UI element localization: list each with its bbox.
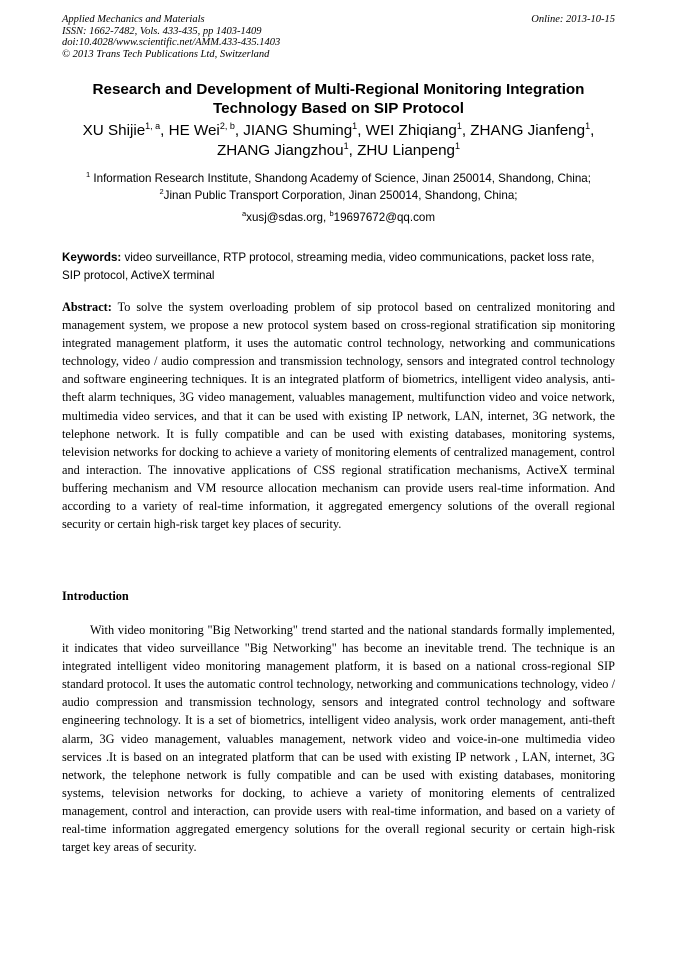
abstract-label: Abstract:: [62, 300, 112, 314]
title-line-2: Technology Based on SIP Protocol: [213, 100, 464, 117]
issn-line: ISSN: 1662-7482, Vols. 433-435, pp 1403-1409: [62, 25, 262, 37]
copyright-line: © 2013 Trans Tech Publications Ltd, Switzerland: [62, 48, 270, 60]
journal-name: Applied Mechanics and Materials: [62, 14, 205, 25]
title-line-1: Research and Development of Multi-Regional Monitoring Integration: [92, 81, 585, 98]
author-list: [55, 121, 622, 161]
email-link[interactable]: xusj@sdas.org,: [246, 211, 330, 224]
author: XU Shijie$^{1, a}$,: [82, 121, 169, 139]
affiliation: $^1$ Information Research Institute, Shandong Academy of Science, Jinan 250014, Shandong, China;: [86, 170, 591, 185]
keywords: [62, 249, 615, 285]
author: ZHU Lianpeng$^1$: [357, 141, 461, 159]
paper-title: [62, 80, 615, 118]
keywords-text: video surveillance, RTP protocol, streaming media, video communications, packet loss rate, SIP protocol, ActiveX terminal: [62, 251, 595, 282]
abstract-text: To solve the system overloading problem of sip protocol based on centralized monitoring and management system, we propose a new protocol system based on cross-regional stratification sip monitoring integrated management platform, it uses the automatic control technology, networking and communications technology, video / audio compression and transmission technology, sensors and integrated control technology and software engineering techniques. It is an integrated platform of biometrics, intelligent video analysis, anti-theft alarm techniques, 3G video management, valuables management, multifunction video and voice network, multimedia video services, and that it can be used with existing IP network, LAN, internet, 3G network, the telephone network. It is fully compatible and can be used with existing databases, monitoring systems, television networks for docking to achieve a variety of monitoring elements of centralized management, control and interaction. The innovative applications of CSS regional stratification mechanisms, ActiveX terminal buffering mechanism and VM resource allocation mechanism can provide users real-time information. And according to a variety of real-time information, it aggregated emergency solutions of the overall regional security or certain high-risk target key places of security.: [62, 300, 615, 532]
author: JIANG Shuming$^1$,: [243, 121, 366, 139]
email-link[interactable]: 19697672@qq.com: [333, 211, 435, 224]
section-heading-introduction: Introduction: [62, 589, 129, 603]
author: ZHANG Jianfeng$^1$,: [470, 121, 595, 139]
author: WEI Zhiqiang$^1$,: [365, 121, 471, 139]
doi-line: doi:10.4028/www.scientific.net/AMM.433-435.1403: [62, 37, 281, 48]
affiliation: $^2$Jinan Public Transport Corporation, Jinan 250014, Shandong, China;: [159, 187, 518, 202]
affiliations: [55, 170, 622, 204]
author: ZHANG Jiangzhou$^1$,: [216, 141, 358, 159]
author-emails: $^a$xusj@sdas.org, $^b$19697672@qq.com: [241, 209, 435, 224]
journal-header: [62, 14, 615, 60]
abstract: [62, 298, 615, 533]
keywords-label: Keywords:: [62, 251, 122, 264]
online-date: Online: 2013-10-15: [531, 14, 615, 25]
introduction-paragraph: With video monitoring "Big Networking" trend started and the national standards formally implemented, it indicates that video surveillance "Big Networking" has become an inevitable trend. The technique is an integrated intelligent video monitoring management platform, it is based on a national cross-regional SIP standard protocol. It uses the automatic control technology, networking and communications technology, video / audio compression and transmission technology, sensors and integrated control technology and software engineering technology. It is a set of biometrics, intelligent video analysis, work order management, anti-theft alarm, 3G video management, valuables management, network video and voice-in-one multimedia video services .It is based on an integrated platform that can be used with existing IP network , LAN, internet, 3G network, the telephone network is fully compatible and can be used with existing databases, monitoring systems, television networks for docking, to achieve a variety of monitoring elements of centralized management, control and interaction, can provide users with real-time information, and based on a variety of real-time information aggregated emergency solutions for the overall regional security or certain high-risk target key areas of security.: [62, 623, 615, 855]
author: HE Wei$^{2, b}$,: [168, 121, 244, 139]
